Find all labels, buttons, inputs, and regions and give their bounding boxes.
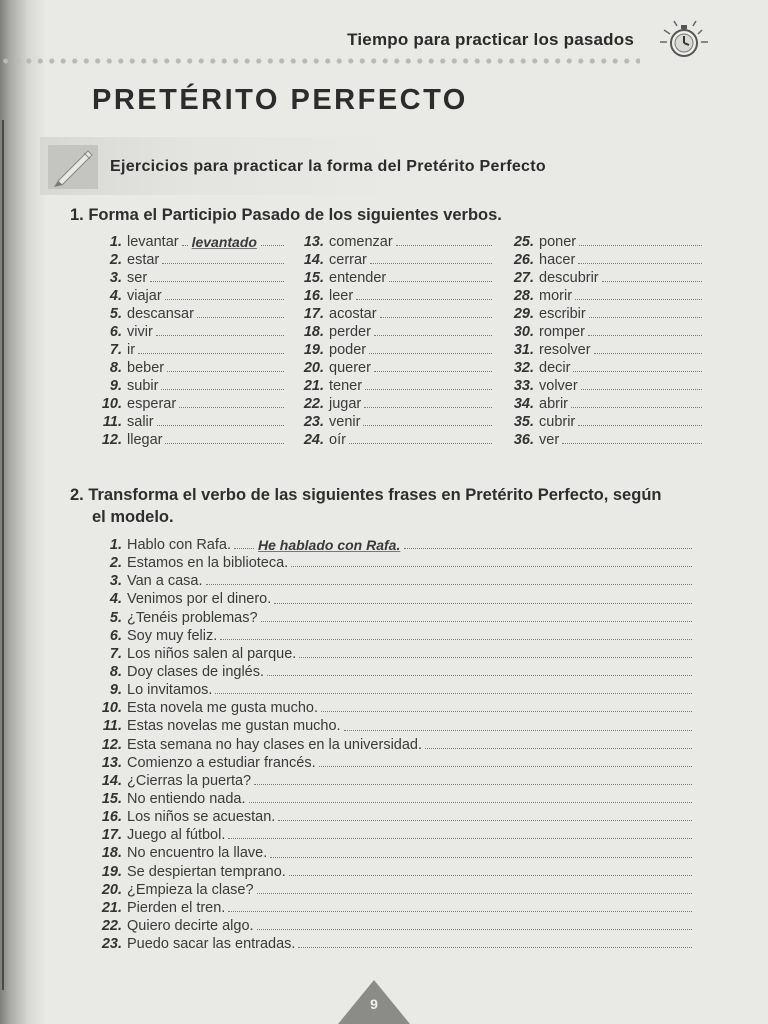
verb-item (506, 377, 704, 395)
verb-column-3 (506, 233, 704, 449)
item-number: 10. (101, 700, 122, 717)
sentence-text: Doy clases de inglés. (127, 663, 265, 680)
item-number: 31. (513, 342, 534, 358)
item-number: 26. (513, 252, 534, 268)
answer-blank (182, 233, 188, 246)
item-number: 15. (101, 790, 122, 807)
verb-label: volver (539, 378, 578, 394)
answer-blank[interactable] (228, 826, 692, 839)
answer-blank[interactable] (589, 305, 702, 318)
verb-item (94, 431, 286, 449)
item-number: 17. (101, 827, 122, 844)
verb-item (296, 251, 494, 269)
sentence-list (94, 536, 694, 953)
verb-item (506, 431, 704, 449)
sentence-item (94, 699, 694, 717)
dotted-divider (0, 57, 640, 65)
answer-blank[interactable] (162, 251, 284, 264)
page-edge-line (2, 120, 4, 990)
item-number: 33. (513, 378, 534, 394)
sentence-item (94, 826, 694, 844)
verb-label: descubrir (539, 270, 599, 286)
verb-label: morir (539, 288, 573, 304)
answer-blank[interactable] (257, 917, 692, 930)
answer-blank[interactable] (138, 341, 284, 354)
verb-item (506, 341, 704, 359)
verb-label: decir (539, 360, 571, 376)
verb-label: romper (539, 324, 585, 340)
item-number: 34. (513, 396, 534, 412)
verb-label: cubrir (539, 414, 576, 430)
sentence-item (94, 536, 694, 554)
answer-blank[interactable] (299, 645, 692, 658)
answer-blank[interactable] (573, 359, 702, 372)
item-number: 17. (303, 306, 324, 322)
sentence-item (94, 917, 694, 935)
answer-blank[interactable] (575, 287, 702, 300)
sentence-item (94, 681, 694, 699)
item-number: 6. (109, 627, 122, 644)
verb-label: salir (127, 414, 154, 430)
sentence-text: ¿Tenéis problemas? (127, 609, 258, 626)
item-number: 2. (109, 555, 122, 572)
section-title: PRETÉRITO PERFECTO (92, 84, 468, 116)
answer-text: He hablado con Rafa. (257, 537, 401, 553)
answer-blank[interactable] (374, 359, 492, 372)
item-number: 12. (101, 736, 122, 753)
verb-item (94, 359, 286, 377)
sentence-item (94, 754, 694, 772)
verb-label: llegar (127, 432, 163, 448)
verb-item (94, 269, 286, 287)
item-number: 8. (109, 360, 122, 376)
sentence-text: Hablo con Rafa. (127, 537, 231, 553)
verb-item (506, 269, 704, 287)
answer-blank[interactable] (161, 377, 284, 390)
verb-item (506, 359, 704, 377)
answer-blank[interactable] (298, 935, 692, 948)
verb-label: abrir (539, 396, 569, 412)
item-number: 19. (101, 863, 122, 880)
item-number: 18. (303, 324, 324, 340)
item-number: 6. (109, 324, 122, 340)
sentence-text: Van a casa. (127, 573, 203, 590)
sentence-item (94, 627, 694, 645)
answer-blank[interactable] (215, 681, 692, 694)
item-number: 35. (513, 414, 534, 430)
sentence-text: Los niños salen al parque. (127, 645, 297, 662)
item-number: 9. (109, 378, 122, 394)
verb-item (296, 323, 494, 341)
item-number: 11. (102, 718, 122, 735)
answer-blank[interactable] (267, 663, 692, 676)
item-number: 4. (109, 591, 122, 608)
verb-item (94, 395, 286, 413)
item-number: 13. (303, 234, 324, 250)
verb-item (94, 233, 286, 251)
sentence-item (94, 772, 694, 790)
verb-item (296, 431, 494, 449)
answer-blank[interactable] (396, 233, 492, 246)
verb-item (94, 287, 286, 305)
answer-blank[interactable] (578, 251, 702, 264)
verb-item (94, 251, 286, 269)
verb-label: poner (539, 234, 577, 250)
sentence-item (94, 808, 694, 826)
answer-blank[interactable] (588, 323, 702, 336)
verb-item (296, 377, 494, 395)
answer-blank[interactable] (380, 305, 492, 318)
verb-label: subir (127, 378, 159, 394)
item-number: 21. (101, 899, 122, 916)
sentence-text: Esta novela me gusta mucho. (127, 700, 319, 717)
verb-label: levantar (127, 234, 179, 250)
sentence-text: No encuentro la llave. (127, 845, 268, 862)
answer-blank[interactable] (270, 844, 692, 857)
item-number: 29. (513, 306, 534, 322)
answer-blank[interactable] (291, 554, 692, 567)
exercise-1-heading: 1. Forma el Participio Pasado de los siguientes verbos. (70, 206, 502, 224)
sentence-text: Se despiertan temprano. (127, 863, 286, 880)
item-number: 30. (513, 324, 534, 340)
answer-blank[interactable] (562, 431, 702, 444)
sentence-text: ¿Cierras la puerta? (127, 772, 252, 789)
answer-blank[interactable] (197, 305, 284, 318)
answer-blank[interactable] (257, 881, 692, 894)
item-number: 36. (513, 432, 534, 448)
sentence-text: Lo invitamos. (127, 682, 213, 699)
verb-item (94, 323, 286, 341)
sentence-text: Quiero decirte algo. (127, 917, 254, 934)
answer-blank[interactable] (254, 772, 692, 785)
item-number: 22. (101, 917, 122, 934)
answer-blank[interactable] (579, 233, 702, 246)
subsection-title: Ejercicios para practicar la forma del Pretérito Perfecto (110, 158, 546, 175)
verb-label: resolver (539, 342, 591, 358)
sentence-text: Los niños se acuestan. (127, 809, 276, 826)
item-number: 12. (101, 432, 122, 448)
exercise-2-heading (70, 484, 661, 528)
answer-blank[interactable] (369, 341, 492, 354)
verb-label: ser (127, 270, 148, 286)
answer-blank[interactable] (321, 699, 692, 712)
answer-blank[interactable] (370, 251, 492, 264)
verb-label: ver (539, 432, 560, 448)
sentence-text: No entiendo nada. (127, 790, 246, 807)
verb-item (506, 251, 704, 269)
item-number: 32. (513, 360, 534, 376)
sentence-item (94, 645, 694, 663)
item-number: 24. (303, 432, 324, 448)
answer-blank[interactable] (165, 287, 284, 300)
sentence-item (94, 790, 694, 808)
item-number: 7. (109, 645, 122, 662)
item-number: 16. (303, 288, 324, 304)
answer-blank[interactable] (150, 269, 284, 282)
verb-item (296, 287, 494, 305)
answer-blank[interactable] (261, 609, 692, 622)
verb-label: oír (329, 432, 346, 448)
answer-blank[interactable] (578, 413, 702, 426)
verb-column-2 (296, 233, 494, 449)
verb-item (296, 305, 494, 323)
sentence-text: ¿Empieza la clase? (127, 881, 254, 898)
item-number: 20. (303, 360, 324, 376)
sentence-item (94, 736, 694, 754)
verb-label: venir (329, 414, 361, 430)
answer-blank[interactable] (261, 233, 284, 246)
verb-item (94, 377, 286, 395)
verb-item (296, 233, 494, 251)
exercise-2-heading-line1: 2. Transforma el verbo de las siguientes frases en Pretérito Perfecto, según (70, 486, 662, 504)
verb-label: esperar (127, 396, 177, 412)
answer-blank[interactable] (344, 717, 692, 730)
answer-blank[interactable] (319, 754, 692, 767)
sentence-text: Comienzo a estudiar francés. (127, 754, 316, 771)
verb-item (296, 395, 494, 413)
answer-blank[interactable] (425, 736, 692, 749)
item-number: 27. (513, 270, 534, 286)
sentence-item (94, 881, 694, 899)
item-number: 4. (109, 288, 122, 304)
verb-label: vivir (127, 324, 153, 340)
item-number: 18. (101, 845, 122, 862)
sentence-item (94, 863, 694, 881)
sentence-item (94, 717, 694, 735)
sentence-item (94, 935, 694, 953)
running-header: Tiempo para practicar los pasados (347, 30, 634, 49)
answer-blank[interactable] (157, 413, 284, 426)
item-number: 15. (303, 270, 324, 286)
item-number: 5. (109, 306, 122, 322)
answer-blank (234, 536, 254, 549)
answer-blank[interactable] (363, 413, 492, 426)
pencil-icon (48, 145, 98, 189)
verb-label: acostar (329, 306, 377, 322)
verb-item (296, 413, 494, 431)
item-number: 7. (109, 342, 122, 358)
item-number: 20. (101, 881, 122, 898)
verb-label: hacer (539, 252, 576, 268)
sentence-text: Soy muy feliz. (127, 627, 218, 644)
verb-label: perder (329, 324, 371, 340)
item-number: 11. (102, 414, 122, 430)
item-number: 2. (109, 252, 122, 268)
verb-item (506, 305, 704, 323)
sentence-text: Estamos en la biblioteca. (127, 555, 289, 572)
item-number: 23. (101, 936, 122, 953)
item-number: 3. (109, 270, 122, 286)
item-number: 14. (101, 772, 122, 789)
answer-text: levantado (191, 234, 257, 250)
item-number: 5. (109, 609, 122, 626)
answer-blank[interactable] (349, 431, 492, 444)
verb-item (506, 395, 704, 413)
answer-blank[interactable] (365, 377, 492, 390)
verb-label: jugar (329, 396, 362, 412)
verb-item (296, 341, 494, 359)
verb-label: descansar (127, 306, 194, 322)
exercise-2-heading-line2: el modelo. (92, 508, 174, 526)
item-number: 14. (303, 252, 324, 268)
answer-blank[interactable] (356, 287, 492, 300)
sentence-item (94, 572, 694, 590)
answer-blank[interactable] (165, 431, 284, 444)
answer-blank[interactable] (228, 899, 692, 912)
answer-blank[interactable] (206, 572, 692, 585)
answer-blank[interactable] (289, 863, 692, 876)
sentence-text: Estas novelas me gustan mucho. (127, 718, 341, 735)
answer-blank[interactable] (404, 536, 692, 549)
verb-label: ir (127, 342, 136, 358)
verb-item (296, 359, 494, 377)
verb-label: comenzar (329, 234, 393, 250)
answer-blank[interactable] (274, 590, 692, 603)
sentence-item (94, 590, 694, 608)
item-number: 21. (303, 378, 324, 394)
verb-item (506, 287, 704, 305)
answer-blank[interactable] (389, 269, 492, 282)
sentence-item (94, 899, 694, 917)
verb-label: cerrar (329, 252, 367, 268)
verb-label: estar (127, 252, 160, 268)
verb-item (296, 269, 494, 287)
verb-item (506, 323, 704, 341)
sentence-item (94, 609, 694, 627)
sentence-text: Juego al fútbol. (127, 827, 226, 844)
answer-blank[interactable] (594, 341, 702, 354)
answer-blank[interactable] (581, 377, 702, 390)
verb-item (94, 341, 286, 359)
answer-blank[interactable] (156, 323, 284, 336)
item-number: 8. (109, 663, 122, 680)
sentence-item (94, 663, 694, 681)
verb-label: viajar (127, 288, 162, 304)
verb-item (506, 233, 704, 251)
item-number: 23. (303, 414, 324, 430)
verb-label: poder (329, 342, 367, 358)
sentence-item (94, 844, 694, 862)
item-number: 9. (109, 682, 122, 699)
item-number: 16. (101, 809, 122, 826)
answer-blank[interactable] (364, 395, 492, 408)
item-number: 22. (303, 396, 324, 412)
answer-blank[interactable] (167, 359, 284, 372)
verb-label: escribir (539, 306, 586, 322)
page-number: 9 (370, 996, 378, 1012)
verb-label: leer (329, 288, 354, 304)
sentence-text: Venimos por el dinero. (127, 591, 272, 608)
answer-blank[interactable] (602, 269, 702, 282)
answer-blank[interactable] (374, 323, 492, 336)
verb-column-1 (94, 233, 286, 449)
answer-blank[interactable] (571, 395, 702, 408)
item-number: 13. (101, 754, 122, 771)
sentence-item (94, 554, 694, 572)
verb-label: beber (127, 360, 165, 376)
verb-item (94, 413, 286, 431)
verb-label: entender (329, 270, 387, 286)
answer-blank[interactable] (278, 808, 692, 821)
item-number: 1. (109, 537, 122, 553)
item-number: 10. (101, 396, 122, 412)
item-number: 19. (303, 342, 324, 358)
answer-blank[interactable] (249, 790, 692, 803)
item-number: 25. (513, 234, 534, 250)
verb-label: tener (329, 378, 363, 394)
sentence-text: Puedo sacar las entradas. (127, 936, 296, 953)
verb-label: querer (329, 360, 371, 376)
answer-blank[interactable] (220, 627, 692, 640)
verb-item (94, 305, 286, 323)
stopwatch-icon (652, 16, 714, 66)
item-number: 28. (513, 288, 534, 304)
answer-blank[interactable] (179, 395, 284, 408)
item-number: 3. (109, 573, 122, 590)
item-number: 1. (109, 234, 122, 250)
sentence-text: Pierden el tren. (127, 899, 226, 916)
verb-item (506, 413, 704, 431)
sentence-text: Esta semana no hay clases en la universidad. (127, 736, 423, 753)
